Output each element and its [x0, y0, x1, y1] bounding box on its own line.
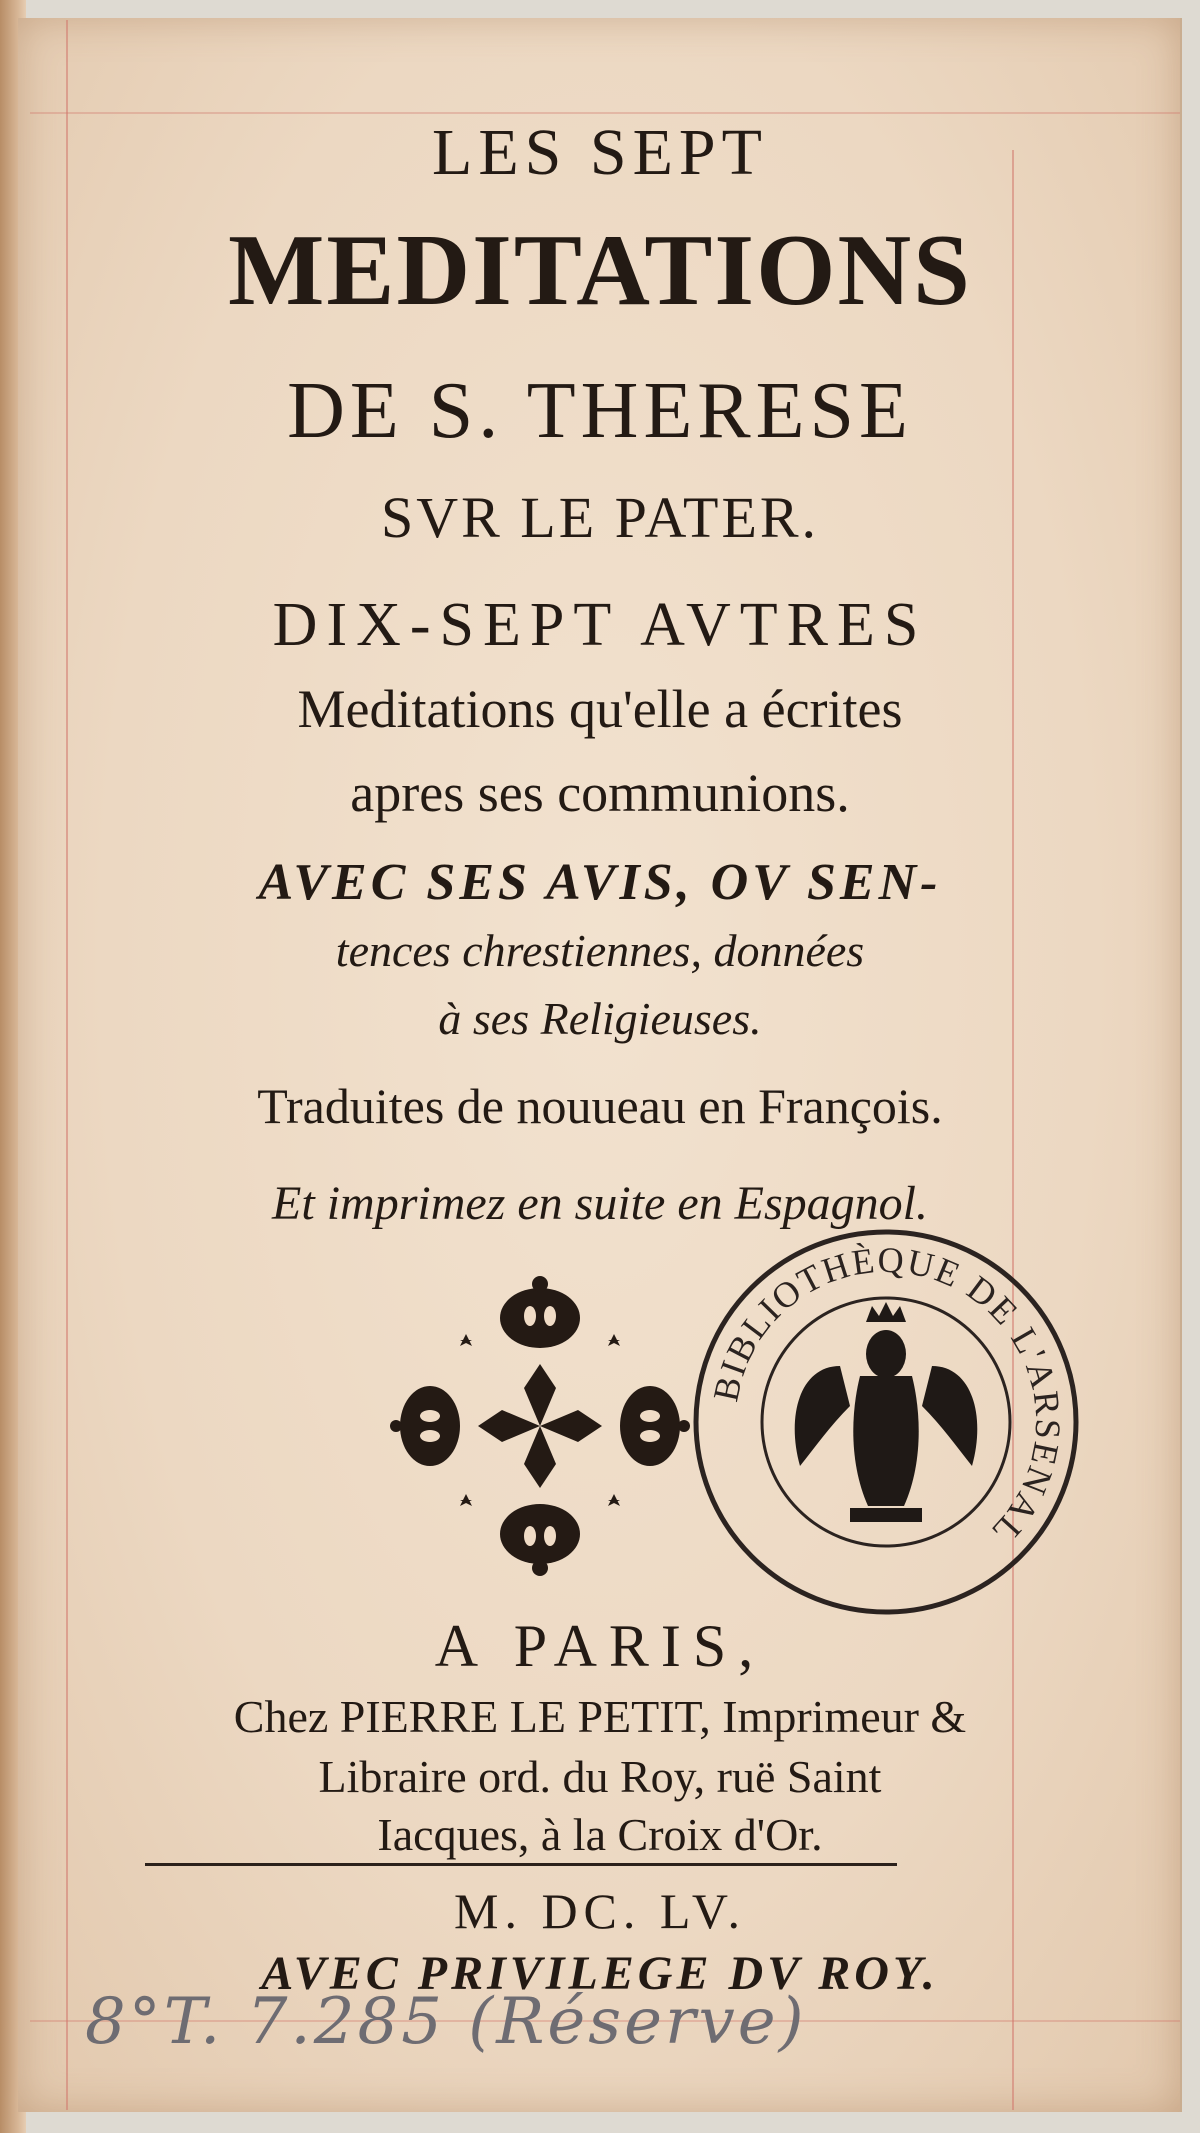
ruling-top	[30, 112, 1180, 114]
title-line-7: apres ses communions.	[350, 763, 850, 823]
imprint-place: A PARIS,	[434, 1613, 766, 1679]
imprint-separator	[145, 1863, 897, 1866]
title-line-3: DE S. THERESE	[287, 367, 913, 455]
title-line-6: Meditations qu'elle a écrites	[297, 679, 903, 739]
imprint-privilege: AVEC PRIVILEGE DV ROY.	[261, 1947, 939, 2000]
title-line-10: à ses Religieuses.	[438, 993, 762, 1044]
title-line-8: AVEC SES AVIS, OV SEN-	[258, 854, 942, 911]
imprint-line-3: Iacques, à la Croix d'Or.	[377, 1809, 823, 1860]
title-line-5: DIX-SEPT AVTRES	[272, 591, 928, 659]
shelfmark: 8°T. 7.285 (Réserve)	[85, 1985, 807, 2059]
fleuron-cross-icon	[390, 1276, 690, 1576]
imprint-line-2: Libraire ord. du Roy, ruë Saint	[318, 1751, 882, 1802]
title-line-4: SVR LE PATER.	[380, 485, 820, 550]
title-line-2: MEDITATIONS	[228, 214, 972, 327]
title-line-11: Traduites de nouueau en François.	[257, 1078, 943, 1134]
title-line-1: LES SEPT	[432, 116, 768, 189]
library-stamp	[690, 1226, 1082, 1618]
title-line-9: tences chrestiennes, données	[335, 925, 865, 976]
stamp-text: BIBLIOTHÈQUE DE L'ARSENAL	[705, 1239, 1069, 1554]
crowned-eagle-icon	[795, 1302, 978, 1522]
imprint-year: M. DC. LV.	[453, 1883, 747, 1939]
title-line-12: Et imprimez en suite en Espagnol.	[272, 1177, 928, 1230]
imprint-line-1: Chez PIERRE LE PETIT, Imprimeur &	[233, 1691, 967, 1742]
